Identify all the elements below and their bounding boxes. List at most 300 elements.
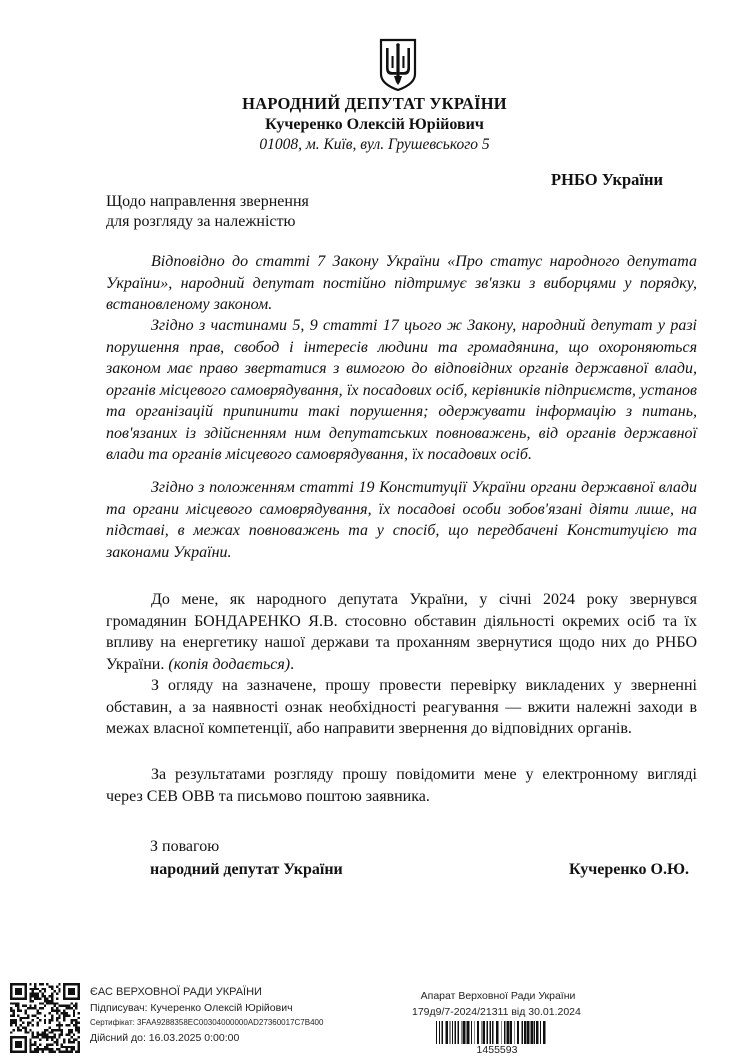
qr-module: [24, 1017, 26, 1019]
barcode-bar: [522, 1021, 524, 1044]
qr-module: [68, 1007, 70, 1009]
qr-module: [34, 1036, 36, 1038]
qr-module: [73, 993, 75, 995]
qr-module: [63, 983, 65, 985]
qr-module: [46, 1048, 48, 1050]
qr-module: [56, 1048, 58, 1050]
qr-module: [73, 1012, 75, 1014]
qr-module: [68, 1029, 70, 1031]
qr-module: [49, 1048, 51, 1050]
qr-module: [34, 988, 36, 990]
qr-module: [61, 1046, 63, 1048]
qr-module: [66, 1024, 68, 1026]
barcode-bar: [450, 1021, 451, 1044]
barcode-bar: [510, 1021, 512, 1044]
qr-module: [24, 1012, 26, 1014]
qr-module: [44, 1048, 46, 1050]
qr-module: [10, 1051, 12, 1053]
header-title: НАРОДНИЙ ДЕПУТАТ УКРАЇНИ: [242, 94, 507, 113]
qr-module: [22, 1036, 24, 1038]
qr-module: [53, 1041, 55, 1043]
qr-module: [39, 983, 41, 985]
qr-module: [66, 983, 68, 985]
qr-module: [10, 1046, 12, 1048]
qr-module: [46, 1034, 48, 1036]
barcode-bar: [507, 1021, 509, 1044]
qr-module: [24, 990, 26, 992]
qr-module: [37, 1036, 39, 1038]
subject-line-2: для розгляду за належністю: [106, 213, 296, 230]
barcode-bar: [543, 1021, 545, 1044]
qr-module: [17, 1036, 19, 1038]
qr-module: [24, 1051, 26, 1053]
qr-module: [51, 1019, 53, 1021]
qr-module: [70, 1046, 72, 1048]
qr-module: [20, 1051, 22, 1053]
paragraph-2: Згідно з частинами 5, 9 статті 17 цього ж Закону, народний депутат у разі порушення прав, свобод і інтересів людини та громадянина, що охороняються законом має право звертатися з вимогою до відповідних органів державної влади, органів місцевого самоврядування, їх посадових осіб, керівників підприємств, установ та організацій припинити такі порушення; одержувати інформацію з питань, пов'язаних із здійсненням ним депутатських повноважень, від органів державної влади та органів місцевого самоврядування, їх посадових осіб.: [106, 317, 697, 463]
barcode-bar: [454, 1021, 456, 1044]
qr-module: [10, 1031, 12, 1033]
qr-module: [41, 1034, 43, 1036]
barcode-bar: [442, 1021, 444, 1044]
barcode-bar: [481, 1021, 482, 1044]
qr-module: [46, 1000, 48, 1002]
qr-module: [75, 1024, 77, 1026]
barcode-bar: [471, 1021, 472, 1044]
qr-module: [41, 1036, 43, 1038]
qr-module: [10, 1014, 12, 1016]
qr-module: [46, 1046, 48, 1048]
qr-module: [68, 1014, 70, 1016]
qr-module: [56, 1043, 58, 1045]
qr-module: [24, 995, 26, 997]
qr-module: [78, 1029, 80, 1031]
qr-module: [24, 1039, 26, 1041]
valid-until: Дійсний до: 16.03.2025 0:00:00: [90, 1032, 240, 1044]
qr-module: [12, 1002, 14, 1004]
barcode-bar: [501, 1021, 502, 1044]
qr-module: [70, 993, 72, 995]
qr-module: [29, 993, 31, 995]
qr-module: [41, 1002, 43, 1004]
qr-module: [37, 1017, 39, 1019]
qr-module: [15, 990, 17, 992]
qr-module: [17, 983, 19, 985]
qr-module: [37, 1046, 39, 1048]
qr-module: [10, 995, 12, 997]
qr-module: [73, 1014, 75, 1016]
qr-module: [53, 990, 55, 992]
barcode-number: 1455593: [476, 1044, 518, 1056]
qr-module: [37, 1024, 39, 1026]
qr-module: [39, 1043, 41, 1045]
qr-module: [17, 997, 19, 999]
qr-module: [32, 1014, 34, 1016]
qr-module: [78, 1017, 80, 1019]
qr-module: [29, 988, 31, 990]
qr-module: [17, 993, 19, 995]
qr-module: [10, 1010, 12, 1012]
qr-module: [37, 1051, 39, 1053]
qr-module: [27, 1017, 29, 1019]
qr-module: [49, 1002, 51, 1004]
qr-module: [58, 990, 60, 992]
barcode-bar: [490, 1021, 492, 1044]
qr-module: [34, 1005, 36, 1007]
qr-module: [34, 983, 36, 985]
qr-module: [37, 1031, 39, 1033]
qr-module: [12, 1012, 14, 1014]
qr-module: [51, 1000, 53, 1002]
qr-module: [63, 1005, 65, 1007]
qr-module: [15, 1002, 17, 1004]
qr-module: [56, 1041, 58, 1043]
qr-module: [29, 995, 31, 997]
qr-module: [66, 1051, 68, 1053]
qr-module: [66, 1007, 68, 1009]
qr-module: [37, 1034, 39, 1036]
qr-module: [24, 1048, 26, 1050]
qr-module: [66, 1012, 68, 1014]
qr-module: [46, 1029, 48, 1031]
qr-module: [17, 990, 19, 992]
qr-module: [20, 983, 22, 985]
qr-module: [70, 1002, 72, 1004]
qr-module: [68, 993, 70, 995]
qr-module: [44, 1019, 46, 1021]
barcode-bar: [461, 1021, 462, 1044]
barcode-bar: [482, 1021, 484, 1044]
qr-module: [73, 1048, 75, 1050]
paragraph-6: За результатами розгляду прошу повідомити мене у електронному вигляді через СЕВ ОВВ та письмово поштою заявника.: [106, 766, 697, 805]
certificate-id: Сертифікат: 3FAA9288358EC00304000000AD27360017C7B400: [90, 1018, 324, 1027]
qr-module: [10, 1048, 12, 1050]
qr-module: [63, 1010, 65, 1012]
qr-module: [49, 1026, 51, 1028]
qr-module: [63, 1017, 65, 1019]
qr-module: [39, 1019, 41, 1021]
qr-module: [61, 1024, 63, 1026]
qr-module: [78, 990, 80, 992]
qr-module: [51, 1031, 53, 1033]
qr-module: [27, 1031, 29, 1033]
qr-module: [22, 1051, 24, 1053]
barcode-bar: [462, 1021, 464, 1044]
qr-module: [29, 997, 31, 999]
qr-module: [53, 1010, 55, 1012]
subject-line-1: Щодо направлення звернення: [106, 193, 309, 210]
qr-module: [15, 1051, 17, 1053]
coat-of-arms-icon: [379, 38, 417, 92]
qr-module: [20, 1010, 22, 1012]
qr-module: [22, 1022, 24, 1024]
qr-module: [44, 1034, 46, 1036]
qr-module: [37, 1022, 39, 1024]
qr-module: [78, 995, 80, 997]
barcode-bar: [540, 1021, 541, 1044]
qr-module: [70, 988, 72, 990]
qr-module: [29, 1007, 31, 1009]
qr-module: [37, 988, 39, 990]
paragraph-4-text: До мене, як народного депутата України, у січні 2024 року звернувся громадянин БОНДАРЕНКО Я.В. стосовно обставин діяльності окремих осіб та їх впливу на енергетику нашої держави та проханням звернутися щодо них до РНБО України.: [106, 591, 697, 673]
qr-module: [29, 1039, 31, 1041]
qr-module: [41, 1031, 43, 1033]
qr-module: [41, 1051, 43, 1053]
qr-module: [17, 1046, 19, 1048]
qr-module: [51, 1010, 53, 1012]
barcode-bar: [514, 1021, 515, 1044]
qr-module: [22, 1026, 24, 1028]
qr-module: [49, 1012, 51, 1014]
qr-module: [20, 1017, 22, 1019]
qr-module: [73, 983, 75, 985]
barcode-bar: [524, 1021, 526, 1044]
barcode-bar: [477, 1021, 479, 1044]
qr-module: [56, 1017, 58, 1019]
qr-module: [78, 1031, 80, 1033]
qr-module: [34, 1007, 36, 1009]
qr-module: [32, 1034, 34, 1036]
qr-module: [10, 1024, 12, 1026]
qr-module: [20, 997, 22, 999]
qr-module: [53, 1051, 55, 1053]
qr-module: [70, 1031, 72, 1033]
qr-module: [78, 988, 80, 990]
system-name: ЄАС ВЕРХОВНОЇ РАДИ УКРАЇНИ: [90, 986, 262, 998]
qr-module: [44, 1014, 46, 1016]
qr-module: [58, 1022, 60, 1024]
qr-module: [68, 1051, 70, 1053]
qr-module: [27, 1024, 29, 1026]
qr-module: [56, 1039, 58, 1041]
qr-module: [24, 1046, 26, 1048]
qr-module: [58, 1051, 60, 1053]
barcode-bar: [467, 1021, 469, 1044]
qr-module: [17, 988, 19, 990]
barcode-bar: [517, 1021, 519, 1044]
qr-module: [44, 1029, 46, 1031]
qr-module: [34, 985, 36, 987]
qr-module: [78, 1043, 80, 1045]
office-name: Апарат Верховної Ради України: [420, 990, 576, 1002]
qr-module: [15, 1005, 17, 1007]
qr-module: [73, 1039, 75, 1041]
qr-module: [68, 1041, 70, 1043]
qr-module: [39, 990, 41, 992]
barcode-bar: [466, 1021, 467, 1044]
qr-module: [20, 1046, 22, 1048]
barcode-bar: [530, 1021, 532, 1044]
qr-module: [39, 1048, 41, 1050]
qr-module: [17, 1014, 19, 1016]
qr-module: [17, 1010, 19, 1012]
qr-module: [10, 1041, 12, 1043]
qr-module: [75, 997, 77, 999]
qr-module: [12, 997, 14, 999]
qr-module: [51, 1029, 53, 1031]
barcode-bar: [527, 1021, 529, 1044]
qr-module: [58, 1024, 60, 1026]
qr-module: [56, 1029, 58, 1031]
qr-module: [39, 1012, 41, 1014]
qr-module: [24, 1005, 26, 1007]
header-address: 01008, м. Київ, вул. Грушевського 5: [259, 136, 490, 153]
qr-module: [32, 1024, 34, 1026]
qr-module: [75, 1007, 77, 1009]
qr-module: [12, 1010, 14, 1012]
qr-module: [29, 983, 31, 985]
qr-module: [39, 1039, 41, 1041]
qr-module: [53, 1036, 55, 1038]
barcode-bar: [496, 1021, 498, 1044]
qr-module: [58, 1017, 60, 1019]
qr-module: [70, 1051, 72, 1053]
qr-module: [20, 1029, 22, 1031]
qr-module: [20, 1041, 22, 1043]
qr-module: [58, 1034, 60, 1036]
qr-module: [12, 1019, 14, 1021]
qr-module: [32, 1019, 34, 1021]
qr-module: [61, 1005, 63, 1007]
qr-module: [44, 1005, 46, 1007]
qr-module: [63, 1014, 65, 1016]
qr-module: [63, 1051, 65, 1053]
qr-module: [10, 1019, 12, 1021]
qr-module: [58, 1014, 60, 1016]
qr-module: [78, 1026, 80, 1028]
qr-module: [75, 1029, 77, 1031]
qr-module: [49, 1036, 51, 1038]
qr-module: [46, 1039, 48, 1041]
qr-module: [49, 1019, 51, 1021]
qr-module: [20, 1019, 22, 1021]
qr-module: [75, 983, 77, 985]
qr-module: [15, 1024, 17, 1026]
qr-module: [15, 997, 17, 999]
qr-module: [56, 1007, 58, 1009]
qr-module: [44, 990, 46, 992]
qr-module: [70, 1041, 72, 1043]
qr-module: [68, 1039, 70, 1041]
qr-module: [61, 1043, 63, 1045]
qr-module: [44, 997, 46, 999]
qr-module: [20, 988, 22, 990]
qr-module: [15, 1046, 17, 1048]
qr-module: [10, 1002, 12, 1004]
barcode-bar: [534, 1021, 536, 1044]
qr-module: [10, 1007, 12, 1009]
barcode-bar: [458, 1021, 460, 1044]
qr-module: [73, 1041, 75, 1043]
qr-module: [34, 1043, 36, 1045]
qr-module: [75, 1039, 77, 1041]
qr-module: [51, 1014, 53, 1016]
barcode-bar: [474, 1021, 475, 1044]
qr-module: [29, 1048, 31, 1050]
qr-module: [56, 1019, 58, 1021]
registration-stamp: [412, 989, 584, 1056]
qr-module: [34, 997, 36, 999]
qr-module: [51, 1048, 53, 1050]
qr-module: [44, 995, 46, 997]
qr-module: [51, 1051, 53, 1053]
copy-attached-note: (копія додається): [168, 655, 291, 673]
qr-module: [51, 1002, 53, 1004]
qr-module: [17, 1005, 19, 1007]
qr-module: [70, 1029, 72, 1031]
qr-module: [27, 1022, 29, 1024]
qr-module: [41, 983, 43, 985]
qr-module: [46, 983, 48, 985]
qr-module: [44, 1000, 46, 1002]
qr-module: [24, 1031, 26, 1033]
qr-module: [75, 1002, 77, 1004]
qr-module: [68, 1034, 70, 1036]
qr-module: [20, 993, 22, 995]
qr-module: [32, 1036, 34, 1038]
qr-module: [12, 1036, 14, 1038]
qr-module: [51, 1017, 53, 1019]
qr-module: [24, 985, 26, 987]
qr-module: [49, 1051, 51, 1053]
qr-module: [29, 1046, 31, 1048]
qr-module: [68, 1024, 70, 1026]
paragraph-4: До мене, як народного депутата України, у січні 2024 року звернувся громадянин БОНДАРЕНКО Я.В. стосовно обставин діяльності окремих осіб та їх впливу на енергетику нашої держави та проханням звернутися щодо них до РНБО України. (копія додається).: [106, 591, 697, 673]
qr-module: [29, 1022, 31, 1024]
qr-module: [10, 985, 12, 987]
qr-module: [63, 995, 65, 997]
qr-module: [58, 1036, 60, 1038]
qr-module: [61, 1031, 63, 1033]
qr-module: [63, 985, 65, 987]
qr-module: [32, 1000, 34, 1002]
qr-module: [78, 997, 80, 999]
qr-module: [17, 1002, 19, 1004]
qr-module: [24, 1010, 26, 1012]
qr-module: [10, 1043, 12, 1045]
qr-module: [78, 1022, 80, 1024]
qr-module: [24, 1043, 26, 1045]
qr-module: [20, 1024, 22, 1026]
qr-module: [66, 1014, 68, 1016]
qr-module: [32, 990, 34, 992]
qr-module: [37, 997, 39, 999]
qr-module: [10, 990, 12, 992]
qr-module: [78, 983, 80, 985]
barcode-bar: [446, 1021, 448, 1044]
qr-module: [29, 1041, 31, 1043]
qr-module: [51, 985, 53, 987]
qr-module: [41, 1048, 43, 1050]
qr-module: [20, 990, 22, 992]
qr-module: [70, 1022, 72, 1024]
digital-signature-block: [90, 985, 323, 1046]
qr-module: [46, 997, 48, 999]
qr-module: [75, 1019, 77, 1021]
qr-module: [10, 1036, 12, 1038]
qr-module: [15, 983, 17, 985]
qr-module: [73, 990, 75, 992]
qr-module: [32, 1051, 34, 1053]
qr-module: [20, 1036, 22, 1038]
qr-module: [34, 993, 36, 995]
qr-module: [78, 1051, 80, 1053]
qr-module: [56, 997, 58, 999]
qr-module: [44, 988, 46, 990]
qr-module: [24, 983, 26, 985]
qr-module: [17, 1026, 19, 1028]
qr-module: [73, 988, 75, 990]
